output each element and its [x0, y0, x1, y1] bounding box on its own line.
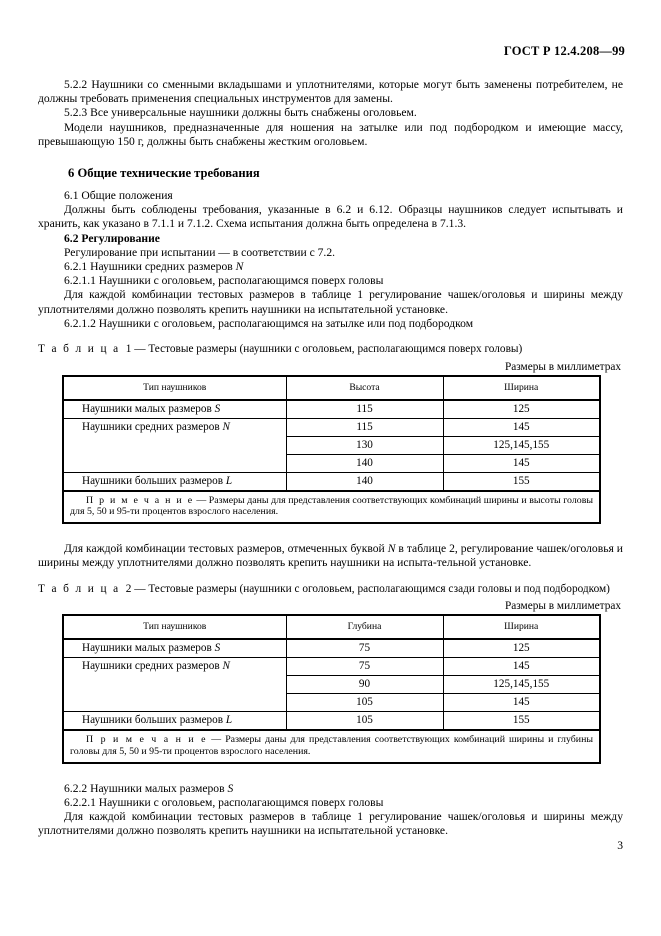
table-1-note-text: — Размеры даны для представления соответствующих комбинаций ширины и высоты головы для 5, 50 и 95-ти процентов взрослого населения. [70, 494, 593, 518]
table-1-cell-3-0: 140 [286, 454, 443, 472]
table-1-rowname-2 [63, 472, 286, 491]
heading-6-2-2 [38, 782, 623, 796]
table-1-header-row [63, 376, 600, 400]
table-1-caption-label: Т а б л и ц а [38, 343, 121, 356]
table-2-cell-0-0: 75 [286, 639, 443, 658]
table-2-cell-4-1: 155 [443, 712, 600, 731]
table-row [63, 418, 600, 436]
table-2-note [63, 730, 600, 763]
table-1-caption [38, 343, 623, 357]
table-row [63, 712, 600, 731]
table-2-caption [38, 583, 623, 597]
table-2-rowname-1 [63, 658, 286, 712]
table-1-rowname-0-letter: S [214, 402, 221, 415]
table-1-col-0: Тип наушников [63, 376, 286, 400]
table-1-rowname-1-text: Наушники средних размеров [82, 420, 223, 433]
table-1-units: Размеры в миллиметрах [504, 360, 621, 373]
table-2-block [38, 583, 623, 764]
table-2-cell-1-1: 145 [443, 658, 600, 676]
table-2-caption-number: 2 [125, 582, 132, 595]
table-1-note-label: П р и м е ч а н и е [86, 494, 194, 506]
table-row [63, 658, 600, 676]
table-2-caption-text: — Тестовые размеры (наушники с оголовьем, располагающимся сзади головы и под подбородком) [134, 582, 610, 595]
paragraph-models: Модели наушников, предназначенные для ношения на затылке или под подбородком и имеющие массу, превышающую 150 г, должны быть снабжены жестким оголовьем. [38, 120, 623, 148]
heading-6-2-2-text: 6.2.2 Наушники малых размеров [64, 781, 228, 795]
paragraph-5-2-2: 5.2.2 Наушники со сменными вкладышами и уплотнителями, которые могут быть заменены потребителем, не должны требовать применения специальных инструментов для замены. [38, 78, 623, 106]
heading-6-2: 6.2 Регулирование [64, 231, 160, 245]
paragraph-after-table-1-part-b: в таблице 2, регулирование чашек/оголовья и ширины между уплотнителями должно позволять крепить наушники на испыта-тельной установке. [38, 542, 623, 570]
table-1-rowname-2-letter: L [225, 474, 233, 487]
paragraph-after-table-1-size-letter: N [387, 542, 396, 556]
heading-6-2-1 [38, 260, 623, 274]
table-1-col-2: Ширина [443, 376, 600, 400]
table-2-rowname-1-letter: N [222, 660, 230, 673]
table-row [63, 400, 600, 419]
heading-6-2-2-1: 6.2.2.1 Наушники с оголовьем, располагающимся поверх головы [64, 796, 384, 810]
table-2-cell-2-1: 125,145,155 [443, 676, 600, 694]
table-1-rowname-1-letter: N [222, 420, 230, 433]
table-2-cell-3-1: 145 [443, 694, 600, 712]
paragraph-after-table-1-part-a: Для каждой комбинации тестовых размеров, отмеченных буквой [64, 542, 388, 556]
paragraph-6-2-1-1: Для каждой комбинации тестовых размеров в таблице 1 регулирование чашек/оголовья и ширины между уплотнителями должно позволять крепить наушники на испытательной установке. [38, 288, 623, 316]
table-2-col-0: Тип наушников [63, 615, 286, 639]
heading-section-6: 6 Общие технические требования [68, 166, 260, 181]
spacer [38, 524, 623, 542]
table-2-note-text: — Размеры даны для представления соответствующих комбинаций ширины и глубины головы для 5, 50 и 95-ти процентов взрослого населения. [70, 734, 594, 758]
table-2-col-1: Глубина [286, 615, 443, 639]
table-2-rowname-0 [63, 639, 286, 658]
table-1 [62, 375, 601, 525]
page-number: 3 [617, 839, 623, 852]
table-1-note-row [63, 491, 600, 524]
table-row [63, 639, 600, 658]
table-2-cell-4-0: 105 [286, 712, 443, 731]
table-1-cell-3-1: 145 [443, 454, 600, 472]
table-1-cell-4-1: 155 [443, 472, 600, 491]
table-1-cell-2-0: 130 [286, 436, 443, 454]
table-1-rowname-2-text: Наушники больших размеров [82, 474, 226, 487]
table-1-caption-text: — Тестовые размеры (наушники с оголовьем, располагающимся поверх головы) [134, 343, 523, 356]
table-1-cell-0-0: 115 [286, 400, 443, 419]
heading-6-2-1-1: 6.2.1.1 Наушники с оголовьем, располагающимся поверх головы [64, 274, 384, 288]
table-2-cell-3-0: 105 [286, 694, 443, 712]
table-1-cell-1-1: 145 [443, 418, 600, 436]
table-2-note-row [63, 730, 600, 763]
table-2-rowname-0-letter: S [214, 642, 221, 655]
running-header-standard-number: ГОСТ Р 12.4.208—99 [503, 44, 625, 58]
table-1-rowname-1 [63, 418, 286, 472]
table-2-caption-label: Т а б л и ц а [38, 582, 121, 595]
heading-6-2-2-size-letter: S [227, 781, 234, 795]
paragraph-5-2-3: 5.2.3 Все универсальные наушники должны быть снабжены оголовьем. [64, 106, 417, 120]
table-1-note [63, 491, 600, 524]
table-2-note-label: П р и м е ч а н и е [86, 734, 208, 746]
table-1-caption-number: 1 [125, 343, 132, 356]
table-2-rowname-2-letter: L [225, 714, 233, 727]
table-1-cell-1-0: 115 [286, 418, 443, 436]
page-content [38, 78, 623, 839]
table-2-rowname-2 [63, 712, 286, 731]
table-1-rowname-0-text: Наушники малых размеров [82, 402, 215, 415]
table-1-block [38, 343, 623, 524]
paragraph-6-2-2-1: Для каждой комбинации тестовых размеров в таблице 1 регулирование чашек/оголовья и ширины между уплотнителями должно позволять крепить наушники на испытательной установке. [38, 810, 623, 838]
table-2-header-row [63, 615, 600, 639]
spacer [38, 764, 623, 782]
table-2-rowname-1-text: Наушники средних размеров [82, 660, 223, 673]
table-2-cell-0-1: 125 [443, 639, 600, 658]
table-2-rowname-2-text: Наушники больших размеров [82, 714, 226, 727]
table-1-rowname-0 [63, 400, 286, 419]
paragraph-6-2: Регулирование при испытании — в соответствии с 7.2. [64, 245, 336, 259]
heading-6-1: 6.1 Общие положения [64, 189, 173, 203]
table-1-cell-2-1: 125,145,155 [443, 436, 600, 454]
table-row [63, 472, 600, 491]
table-1-cell-4-0: 140 [286, 472, 443, 491]
heading-6-2-1-2: 6.2.1.2 Наушники с оголовьем, располагающимся на затылке или под подбородком [64, 316, 474, 330]
table-2-units: Размеры в миллиметрах [504, 600, 621, 613]
paragraph-after-table-1 [38, 542, 623, 570]
heading-6-2-1-size-letter: N [235, 260, 244, 274]
table-1-col-1: Высота [286, 376, 443, 400]
paragraph-6-1: Должны быть соблюдены требования, указанные в 6.2 и 6.12. Образцы наушников следует испытывать и хранить, как указано в 7.1.1 и 7.1.2. Схема испытания должна быть определена в 7.1.3. [38, 203, 623, 231]
table-2-col-2: Ширина [443, 615, 600, 639]
table-2-cell-1-0: 75 [286, 658, 443, 676]
table-1-cell-0-1: 125 [443, 400, 600, 419]
table-2-cell-2-0: 90 [286, 676, 443, 694]
table-2-rowname-0-text: Наушники малых размеров [82, 642, 215, 655]
heading-6-2-1-text: 6.2.1 Наушники средних размеров [64, 260, 236, 274]
table-2 [62, 614, 601, 764]
